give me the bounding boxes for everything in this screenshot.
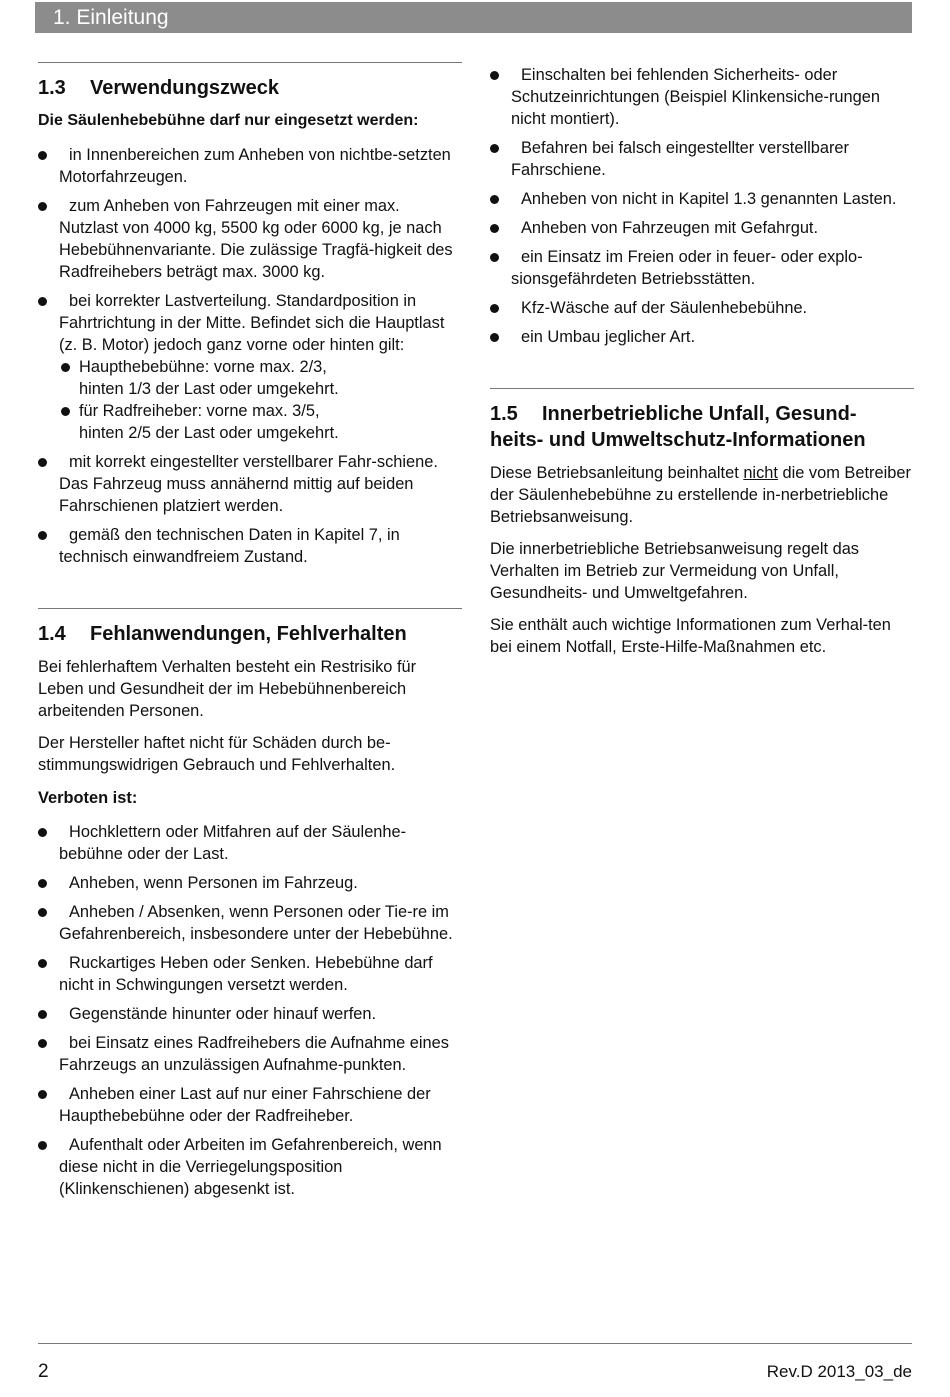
emphasis-underline: nicht [743,464,778,482]
section-heading-1-4 [38,621,462,647]
forbidden-list [38,821,462,1200]
footer-divider [38,1343,912,1344]
section-intro: Verboten ist: [38,789,138,807]
list-item: bei Einsatz eines Radfreihebers die Aufnahme eines Fahrzeugs an unzulässigen Aufnahme-punkten. [38,1032,462,1076]
left-column [38,62,462,1200]
list-item: bei korrekter Lastverteilung. Standardposition in Fahrtrichtung in der Mitte. Befindet sich die Hauptlast (z. B. Motor) jedoch ganz vorne oder hinten gilt: Haupthebebühne: vorne max. 2/3, hinten 1/3 der Last oder umgekehrt. für Radfreiheber: vorne max. 3/5, hinten 2/5 der Last oder umgekehrt. [38,290,462,444]
chapter-header [35,2,912,33]
forbidden-list-continued [490,64,915,348]
section-heading-1-5 [490,401,915,453]
sub-list-item: Haupthebebühne: vorne max. 2/3, hinten 1/3 der Last oder umgekehrt. [59,356,462,400]
paragraph: Die innerbetriebliche Betriebsanweisung regelt das Verhalten im Betrieb zur Vermeidung von Unfall, Gesundheits- und Umweltgefahren. [490,540,860,602]
list-item: gemäß den technischen Daten in Kapitel 7, in technisch einwandfreiem Zustand. [38,524,462,568]
section-divider [38,608,462,609]
section-heading-1-3 [38,75,462,101]
list-item: Ruckartiges Heben oder Senken. Hebebühne darf nicht in Schwingungen versetzt werden. [38,952,462,996]
section-divider [490,388,914,389]
list-item: Anheben / Absenken, wenn Personen oder Tie-re im Gefahrenbereich, insbesondere unter der Hebebühne. [38,901,462,945]
section-divider [38,62,462,63]
section-title: Fehlanwendungen, Fehlverhalten [90,623,407,645]
list-item: in Innenbereichen zum Anheben von nichtbe-setzten Motorfahrzeugen. [38,144,462,188]
section-number: 1.5 [490,403,518,425]
section-title: Verwendungszweck [90,77,279,99]
revision-label: Rev.D 2013_03_de [766,1362,912,1381]
page-number: 2 [38,1361,49,1382]
list-item: Kfz-Wäsche auf der Säulenhebebühne. [490,297,915,319]
list-item: mit korrekt eingestellter verstellbarer Fahr-schiene. Das Fahrzeug muss annähernd mittig auf beiden Fahrschienen platziert werden. [38,451,462,517]
paragraph: Sie enthält auch wichtige Informationen zum Verhal-ten bei einem Notfall, Erste-Hilfe-Maßnahmen etc. [490,616,891,656]
section-title: Innerbetriebliche Unfall, Gesund- [542,403,857,425]
list-item: Gegenstände hinunter oder hinauf werfen. [38,1003,462,1025]
list-item: Einschalten bei fehlenden Sicherheits- oder Schutzeinrichtungen (Beispiel Klinkensiche-rungen nicht montiert). [490,64,915,130]
sub-list [59,356,462,444]
list-item: ein Einsatz im Freien oder in feuer- oder explo-sionsgefährdeten Betriebsstätten. [490,246,915,290]
list-item: Hochklettern oder Mitfahren auf der Säulenhe-bebühne oder der Last. [38,821,462,865]
paragraph: Der Hersteller haftet nicht für Schäden durch be-stimmungswidrigen Gebrauch und Fehlverhalten. [38,734,396,774]
list-item: Anheben von Fahrzeugen mit Gefahrgut. [490,217,915,239]
list-item: ein Umbau jeglicher Art. [490,326,915,348]
right-column [490,62,915,658]
list-item: Anheben von nicht in Kapitel 1.3 genannten Lasten. [490,188,915,210]
section-intro: Die Säulenhebebühne darf nur eingesetzt werden: [38,112,419,129]
section-title-continued: heits- und Umweltschutz-Informationen [490,429,866,451]
chapter-title: 1. Einleitung [53,6,169,29]
sub-list-item: für Radfreiheber: vorne max. 3/5, hinten 2/5 der Last oder umgekehrt. [59,400,462,444]
paragraph: Diese Betriebsanleitung beinhaltet nicht die vom Betreiber der Säulenhebebühne zu erstellende in-nerbetriebliche Betriebsanweisung. [490,464,911,526]
section-number: 1.3 [38,77,66,99]
usage-list [38,144,462,568]
list-item: Aufenthalt oder Arbeiten im Gefahrenbereich, wenn diese nicht in die Verriegelungsposition (Klinkenschienen) abgesenkt ist. [38,1134,462,1200]
list-item: Anheben einer Last auf nur einer Fahrschiene der Haupthebebühne oder der Radfreiheber. [38,1083,462,1127]
section-number: 1.4 [38,623,66,645]
list-item: zum Anheben von Fahrzeugen mit einer max. Nutzlast von 4000 kg, 5500 kg oder 6000 kg, je nach Hebebühnenvariante. Die zulässige Tragfä-higkeit des Radfreihebers beträgt max. 3000 kg. [38,195,462,283]
list-item: Befahren bei falsch eingestellter verstellbarer Fahrschiene. [490,137,915,181]
list-item: Anheben, wenn Personen im Fahrzeug. [38,872,462,894]
paragraph: Bei fehlerhaftem Verhalten besteht ein Restrisiko für Leben und Gesundheit der im Hebebühnenbereich arbeitenden Personen. [38,658,417,720]
